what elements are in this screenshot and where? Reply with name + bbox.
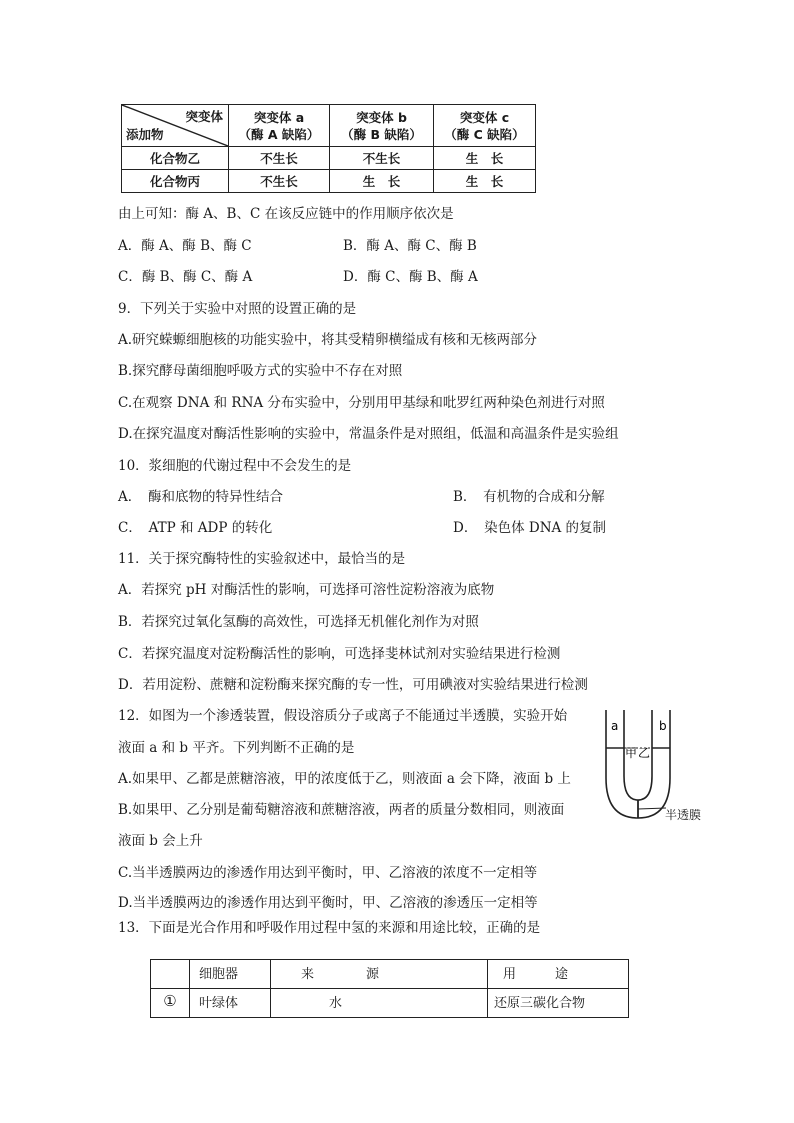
q10-option-d: D． 染色体 DNA 的复制 [453, 520, 607, 536]
table-cell: 生 长 [330, 170, 434, 193]
q11-option-c: C．若探究温度对淀粉酶活性的影响，可选择斐林试剂对实验结果进行检测 [118, 646, 561, 662]
q11-option-a: A．若探究 pH 对酶活性的影响，可选择可溶性淀粉溶液为底物 [118, 582, 495, 598]
q11-option-d: D．若用淀粉、蔗糖和淀粉酶来探究酶的专一性，可用碘液对实验结果进行检测 [118, 677, 588, 693]
header-mutant-b: 突变体 b （酶 B 缺陷） [330, 105, 434, 147]
table-row [122, 170, 536, 193]
corner-bottom-label: 添加物 [126, 127, 164, 142]
row-label: 化合物丙 [122, 170, 229, 193]
q11-option-b: B．若探究过氧化氢酶的高效性，可选择无机催化剂作为对照 [118, 614, 479, 630]
table-cell: 叶绿体 [190, 989, 271, 1018]
q10-option-c: C． ATP 和 ADP 的转化 [118, 520, 273, 536]
q12-option-d: D.当半透膜两边的渗透作用达到平衡时，甲、乙溶液的渗透压一定相等 [118, 895, 538, 911]
q12-option-a: A.如果甲、乙都是蔗糖溶液，甲的浓度低于乙，则液面 a 会下降，液面 b 上 [118, 771, 571, 787]
header-mutant-c: 突变体 c （酶 C 缺陷） [434, 105, 536, 147]
semipermeable-membrane-label: 半透膜 [665, 808, 702, 822]
q11-stem: 11．关于探究酶特性的实验叙述中，最恰当的是 [118, 551, 406, 567]
label-b: b [659, 719, 667, 733]
table-header-row [151, 960, 629, 989]
label-yi: 乙 [638, 746, 651, 760]
q9-option-d: D.在探究温度对酶活性影响的实验中，常温条件是对照组，低温和高温条件是实验组 [118, 426, 619, 442]
label-a: a [611, 719, 619, 733]
q9-stem: 9．下列关于实验中对照的设置正确的是 [118, 301, 357, 317]
q10-stem: 10．浆细胞的代谢过程中不会发生的是 [118, 458, 352, 474]
label-jia: 甲 [625, 746, 638, 760]
q12-stem-line2: 液面 a 和 b 平齐。下列判断不正确的是 [118, 740, 355, 756]
table-cell: 不生长 [330, 147, 434, 170]
table-cell: 水 [271, 989, 488, 1018]
q9-option-a: A.研究蝾螈细胞核的功能实验中，将其受精卵横缢成有核和无核两部分 [118, 332, 538, 348]
q8-option-a: A．酶 A、酶 B、酶 C [118, 238, 252, 254]
q10-option-b: B． 有机物的合成和分解 [453, 489, 605, 505]
q12-option-c: C.当半透膜两边的渗透作用达到平衡时，甲、乙溶液的浓度不一定相等 [118, 865, 538, 881]
table-cell: 还原三碳化合物 [488, 989, 629, 1018]
q8-option-d: D．酶 C、酶 B、酶 A [343, 269, 478, 285]
q9-option-b: B.探究酵母菌细胞呼吸方式的实验中不存在对照 [118, 363, 403, 379]
table-cell: 不生长 [229, 147, 330, 170]
q8-stem: 由上可知：酶 A、B、C 在该反应链中的作用顺序依次是 [118, 206, 454, 222]
table-cell: 生 长 [434, 147, 536, 170]
q12-option-b-line1: B.如果甲、乙分别是葡萄糖溶液和蔗糖溶液，两者的质量分数相同，则液面 [118, 802, 565, 818]
row-label: 化合物乙 [122, 147, 229, 170]
hydrogen-source-table [150, 959, 629, 1018]
table-cell: 不生长 [229, 170, 330, 193]
table-cell: 生 长 [434, 170, 536, 193]
table-row [122, 147, 536, 170]
q10-option-a: A． 酶和底物的特异性结合 [118, 489, 283, 505]
q12-stem-line1: 12．如图为一个渗透装置，假设溶质分子或离子不能通过半透膜，实验开始 [118, 708, 568, 724]
q8-option-b: B．酶 A、酶 C、酶 B [343, 238, 477, 254]
table-cell: ① [151, 989, 190, 1018]
table-header-cell [151, 960, 190, 989]
table-corner-cell [122, 105, 229, 147]
table-header-cell: 来 源 [271, 960, 488, 989]
q9-option-c: C.在观察 DNA 和 RNA 分布实验中，分别用甲基绿和吡罗红两种染色剂进行对照 [118, 395, 605, 411]
table-row [151, 989, 629, 1018]
corner-top-label: 突变体 [185, 109, 223, 124]
q8-option-c: C．酶 B、酶 C、酶 A [118, 269, 253, 285]
table-header-cell: 细胞器 [190, 960, 271, 989]
q12-option-b-line2: 液面 b 会上升 [118, 833, 203, 849]
header-mutant-a: 突变体 a （酶 A 缺陷） [229, 105, 330, 147]
mutant-table [121, 104, 536, 193]
q13-stem: 13．下面是光合作用和呼吸作用过程中氢的来源和用途比较，正确的是 [118, 920, 541, 936]
table-header-cell: 用 途 [488, 960, 629, 989]
